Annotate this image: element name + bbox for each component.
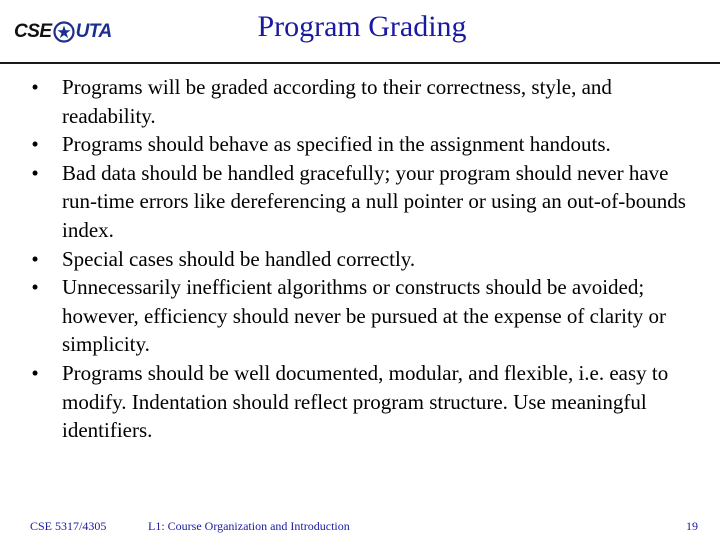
bullet-item <box>28 359 698 445</box>
slide-title: Program Grading <box>257 10 467 43</box>
logo-text-uta: UTA <box>75 21 112 42</box>
bullet-dot-icon: • <box>31 246 39 271</box>
bullet-dot-icon: • <box>31 132 39 157</box>
bullet-text: Bad data should be handled gracefully; your program should never have run-time errors like dereferencing a null pointer or using an out-of-bounds index. <box>62 160 686 242</box>
bullet-item <box>28 273 698 359</box>
bullet-dot-icon: • <box>31 360 39 385</box>
bullet-dot-icon: • <box>31 160 39 185</box>
bullet-item <box>28 73 698 130</box>
title-divider <box>0 62 720 64</box>
footer-page-number: 19 <box>686 519 698 533</box>
bullet-item <box>28 245 698 274</box>
bullet-text: Programs will be graded according to their correctness, style, and readability. <box>62 75 612 128</box>
bullet-list <box>28 73 698 445</box>
footer-course: CSE 5317/4305 <box>30 519 107 533</box>
footer-lecture-title: L1: Course Organization and Introduction <box>148 519 350 533</box>
bullet-dot-icon: • <box>31 275 39 300</box>
bullet-dot-icon: • <box>31 75 39 99</box>
bullet-text: Programs should be well documented, modular, and flexible, i.e. easy to modify. Indentation should reflect program structure. Use meaningful identifiers. <box>62 360 669 443</box>
bullet-item <box>28 130 698 159</box>
logo-text-cse: CSE <box>14 21 52 42</box>
bullet-text: Special cases should be handled correctly. <box>62 246 416 271</box>
bullet-text: Programs should behave as specified in the assignment handouts. <box>62 132 611 157</box>
bullet-text: Unnecessarily inefficient algorithms or constructs should be avoided; however, efficiency should never be pursued at the expense of clarity or simplicity. <box>62 275 667 357</box>
bullet-item <box>28 159 698 245</box>
